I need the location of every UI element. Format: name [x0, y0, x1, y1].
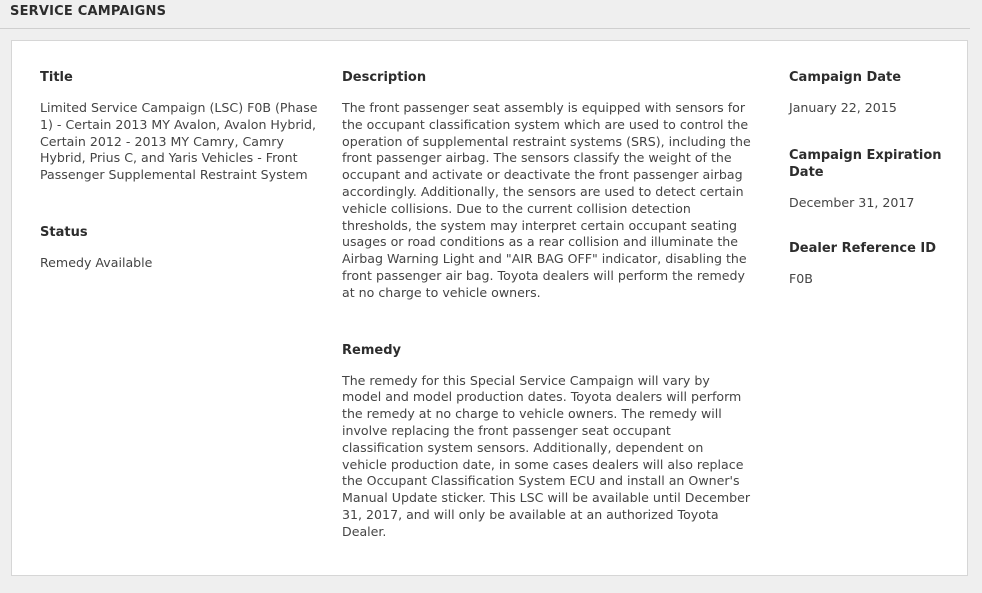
dealer-ref-block	[789, 240, 949, 288]
campaign-date-label: Campaign Date	[789, 70, 902, 85]
status-block	[40, 224, 318, 272]
title-label: Title	[40, 70, 73, 85]
left-column	[40, 69, 318, 272]
description-label: Description	[342, 70, 427, 85]
remedy-block	[342, 342, 752, 541]
description-value: The front passenger seat assembly is equipped with sensors for the occupant classification system which are used to control the operation of supplemental restraint systems (SRS), including the front passenger airbag. The sensors classify the weight of the occupant and activate or deactivate the front passenger airbag accordingly. Additionally, the sensors are used to detect certain vehicle collisions. Due to the current collision detection thresholds, the system may interpret certain occupant seating usages or road conditions as a rear collision and illuminate the Airbag Warning Light and "AIR BAG OFF" indicator, disabling the front passenger air bag. Toyota dealers will perform the remedy at no charge to vehicle owners.	[342, 100, 751, 300]
dealer-ref-label: Dealer Reference ID	[789, 240, 937, 256]
campaign-date-block	[789, 69, 949, 117]
expiration-block	[789, 147, 949, 212]
right-column	[789, 69, 949, 287]
section-header	[0, 0, 970, 29]
middle-column	[342, 69, 752, 541]
description-block	[342, 69, 752, 302]
campaign-card	[11, 40, 968, 576]
remedy-value: The remedy for this Special Service Campaign will vary by model and model production dates. Toyota dealers will perform the remedy at no charge to vehicle owners. The remedy will involve replacing the front passenger seat occupant classification system sensors. Additionally, dependent on vehicle production date, in some cases dealers will also replace the Occupant Classification System ECU and install an Owner's Manual Update sticker. This LSC will be available until December 31, 2017, and will only be available at an authorized Toyota Dealer.	[342, 372, 751, 539]
campaign-date-value: January 22, 2015	[789, 100, 897, 115]
section-title: SERVICE CAMPAIGNS	[10, 4, 167, 19]
remedy-label: Remedy	[342, 342, 401, 358]
status-label: Status	[40, 224, 88, 240]
title-value: Limited Service Campaign (LSC) F0B (Phase 1) - Certain 2013 MY Avalon, Avalon Hybrid, Certain 2012 - 2013 MY Camry, Camry Hybrid, Prius C, and Yaris Vehicles - Front Passenger Supplemental Restraint System	[40, 100, 318, 183]
expiration-value: December 31, 2017	[789, 194, 915, 210]
status-value: Remedy Available	[40, 254, 153, 270]
dealer-ref-value: F0B	[789, 270, 813, 286]
title-block	[40, 69, 318, 184]
expiration-label: Campaign Expiration Date	[789, 147, 942, 180]
